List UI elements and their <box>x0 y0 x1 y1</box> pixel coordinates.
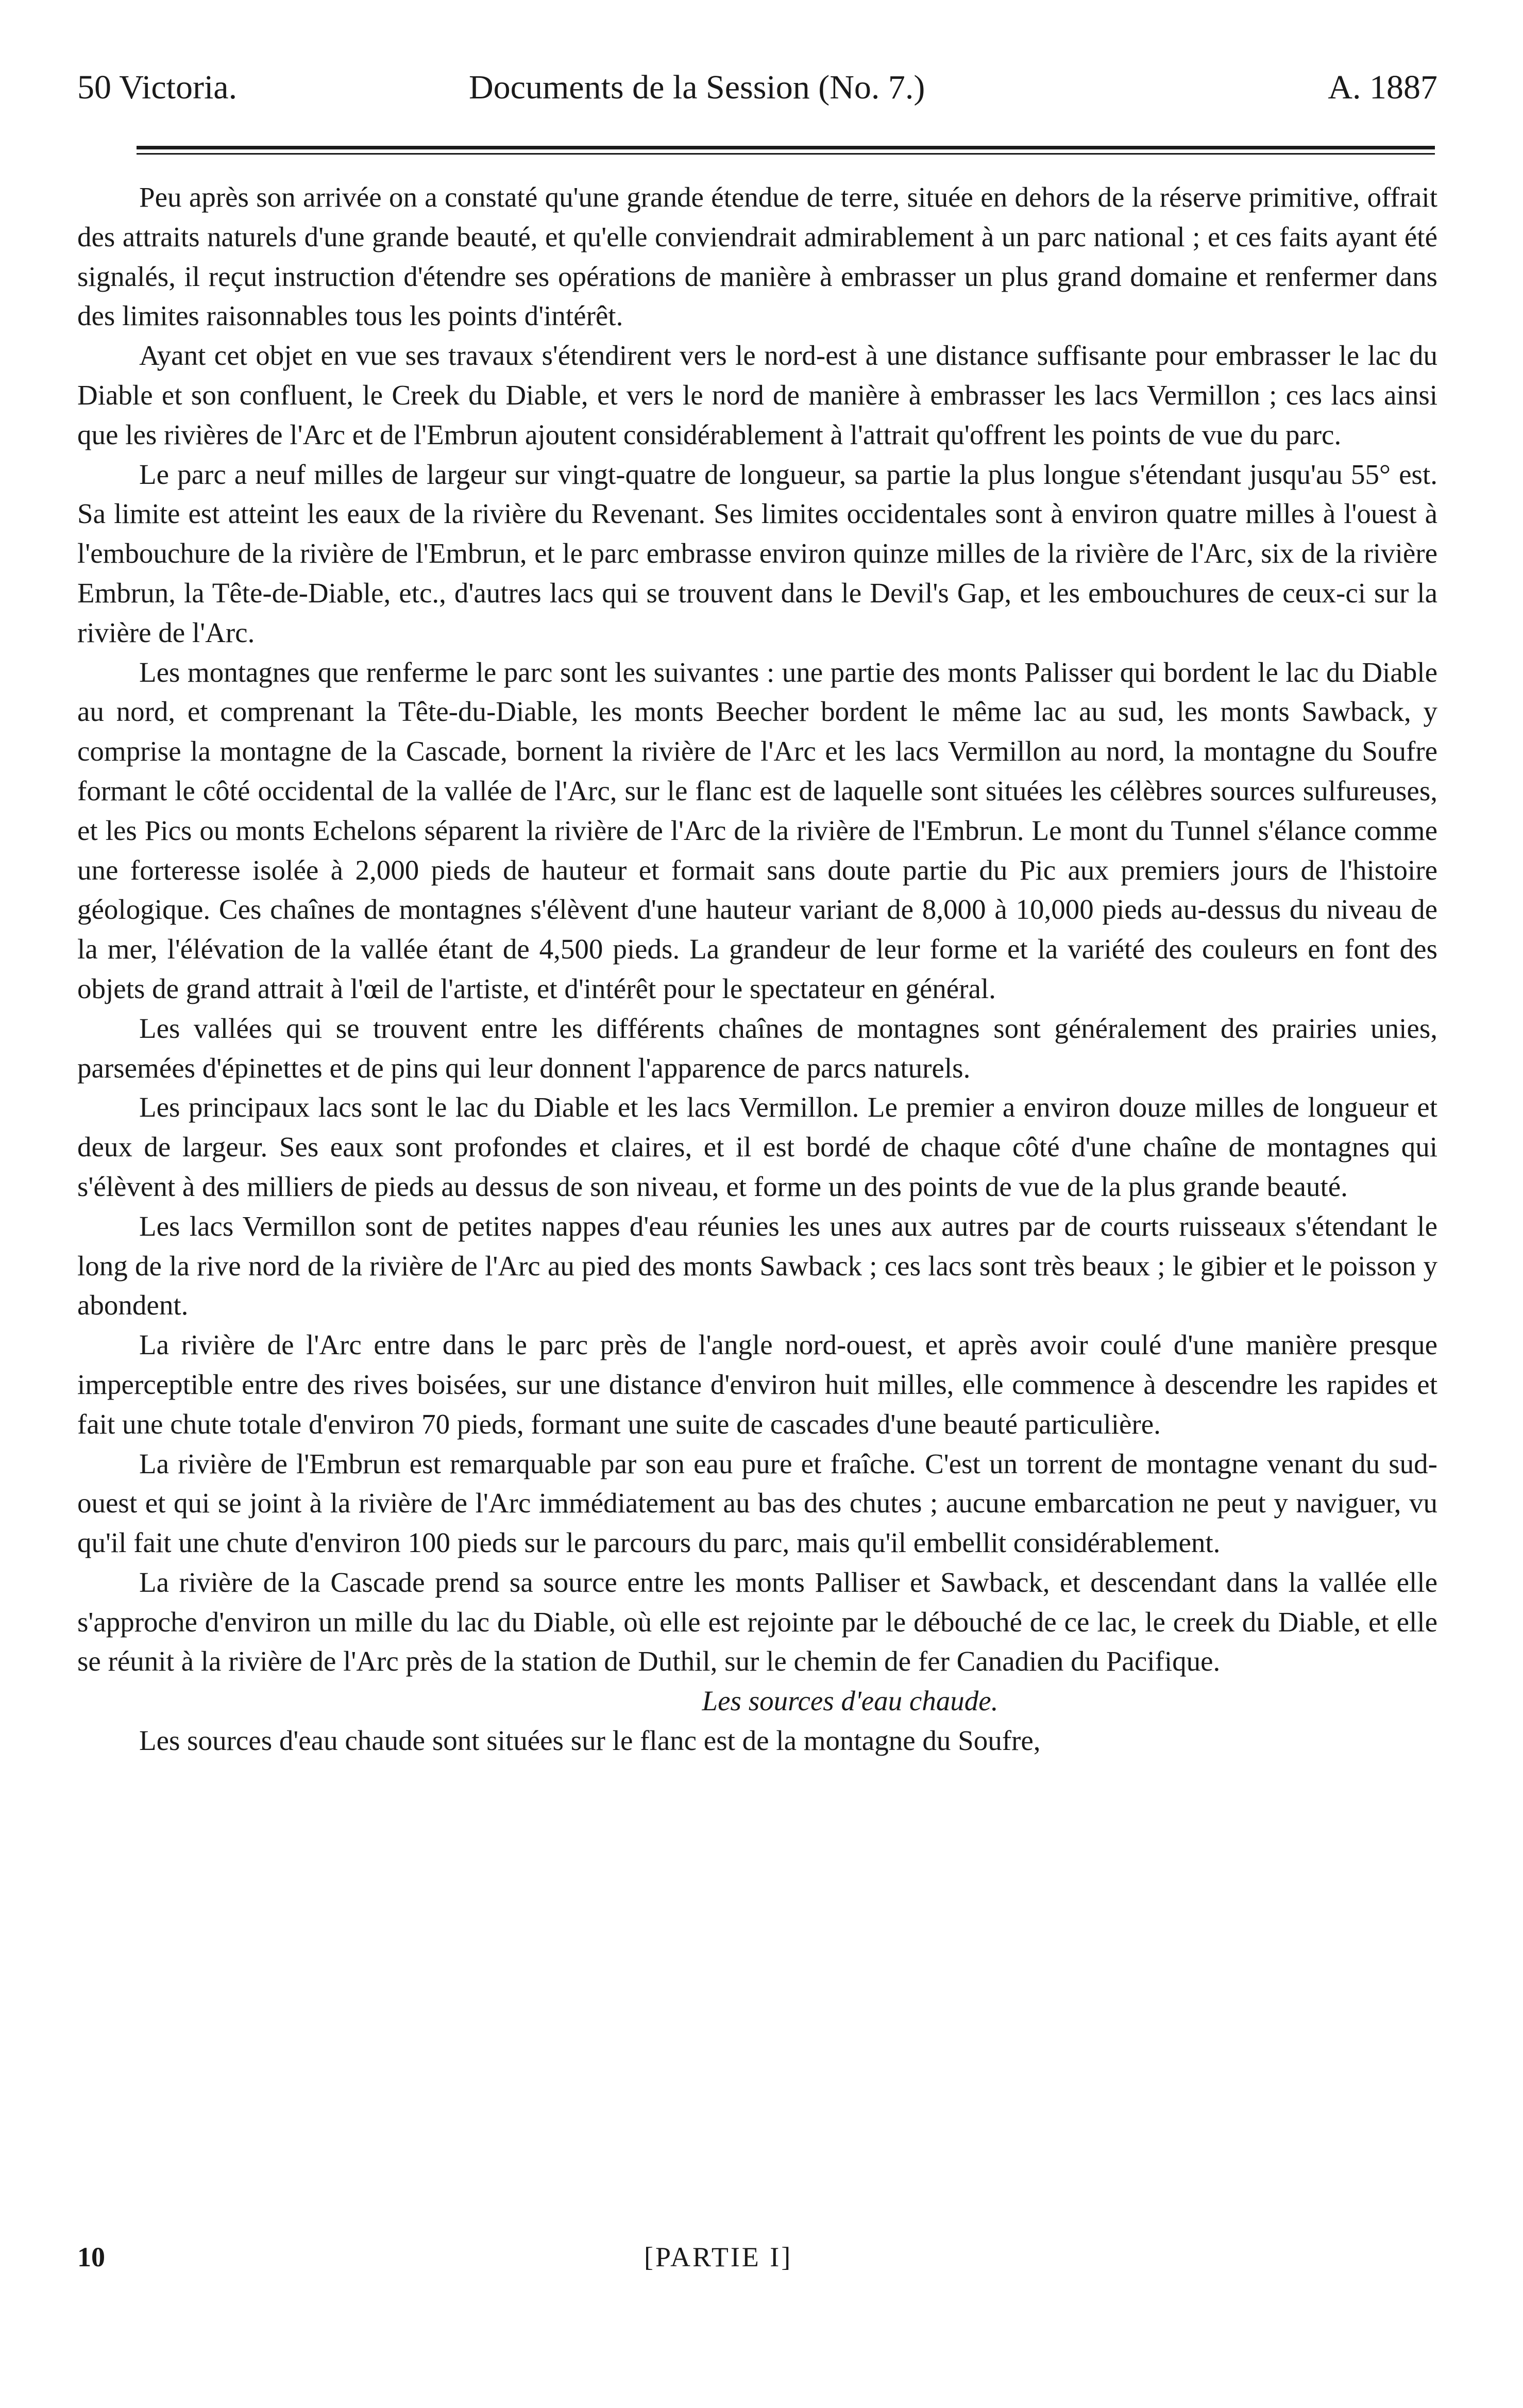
paragraph: La rivière de l'Arc entre dans le parc près de l'angle nord-ouest, et après avoir coulé d'une manière presque imperceptible entre des rives boisées, sur une distance d'environ huit milles, elle commence à descendre les rapides et fait une chute totale d'environ 70 pieds, formant une suite de cascades d'une beauté particulière. <box>77 1329 1437 1440</box>
body-text <box>77 178 1437 1761</box>
header-rule-thin <box>137 153 1435 155</box>
paragraph: Les vallées qui se trouvent entre les différents chaînes de montagnes sont généralement des prairies unies, parsemées d'épinettes et de pins qui leur donnent l'apparence de parcs naturels. <box>77 1012 1437 1084</box>
paragraph: Le parc a neuf milles de largeur sur vingt-quatre de longueur, sa partie la plus longue s'étendant jusqu'au 55° est. Sa limite est atteint les eaux de la rivière du Revenant. Ses limites occidentales sont à environ quatre milles à l'ouest à l'embouchure de la rivière de l'Embrun, et le parc embrasse environ quinze milles de la rivière de l'Arc, six de la rivière Embrun, la Tête-de-Diable, etc., d'autres lacs qui se trouvent dans le Devil's Gap, et les embouchures de ceux-ci sur la rivière de l'Arc. <box>77 458 1437 648</box>
part-label: [PARTIE I] <box>644 2242 793 2272</box>
header-session-year: 50 Victoria. <box>77 69 238 106</box>
signature-number: 10 <box>77 2242 105 2272</box>
paragraph-last: Les sources d'eau chaude sont situées sur le flanc est de la montagne du Soufre, <box>139 1725 1041 1757</box>
page-footer <box>77 2234 1437 2280</box>
page-header <box>77 62 1437 113</box>
header-rule-thick <box>137 146 1435 149</box>
paragraph: La rivière de la Cascade prend sa source entre les monts Palliser et Sawback, et descendant dans la vallée elle s'approche d'environ un mille du lac du Diable, où elle est rejointe par le débouché de ce lac, le creek du Diable, et elle se réunit à la rivière de l'Arc près de la station de Duthil, sur le chemin de fer Canadien du Pacifique. <box>77 1566 1437 1677</box>
paragraph: Les montagnes que renferme le parc sont les suivantes : une partie des monts Palisser qui bordent le lac du Diable au nord, et comprenant la Tête-du-Diable, les monts Beecher bordent le même lac au sud, les monts Sawback, y comprise la montagne de la Cascade, bornent la rivière de l'Arc et les lacs Vermillon au nord, la montagne du Soufre formant le côté occidental de la vallée de l'Arc, sur le flanc est de laquelle sont situées les célèbres sources sulfureuses, et les Pics ou monts Echelons séparent la rivière de l'Arc de la rivière de l'Embrun. Le mont du Tunnel s'élance comme une forteresse isolée à 2,000 pieds de hauteur et formait sans doute partie du Pic aux premiers jours de l'histoire géologique. Ces chaînes de montagnes s'élèvent d'une hauteur variant de 8,000 à 10,000 pieds au-dessus du niveau de la mer, l'élévation de la vallée étant de 4,500 pieds. La grandeur de leur forme et la variété des couleurs en font des objets de grand attrait à l'œil de l'artiste, et d'intérêt pour le spectateur en général. <box>77 656 1437 1004</box>
paragraph: Peu après son arrivée on a constaté qu'une grande étendue de terre, située en dehors de la réserve primitive, offrait des attraits naturels d'une grande beauté, et qu'elle conviendrait admirablement à un parc national ; et ces faits ayant été signalés, il reçut instruction d'étendre ses opérations de manière à embrasser un plus grand domaine et renfermer dans des limites raisonnables tous les points d'intérêt. <box>77 181 1437 332</box>
paragraph: Les principaux lacs sont le lac du Diable et les lacs Vermillon. Le premier a environ douze milles de longueur et deux de largeur. Ses eaux sont profondes et claires, et il est bordé de chaque côté d'une chaîne de montagnes qui s'élèvent à des milliers de pieds au dessus de son niveau, et forme un des points de vue de la plus grande beauté. <box>77 1091 1437 1202</box>
paragraph: La rivière de l'Embrun est remarquable par son eau pure et fraîche. C'est un torrent de montagne venant du sud-ouest et qui se joint à la rivière de l'Arc immédiatement au bas des chutes ; aucune embarcation ne peut y naviguer, vu qu'il fait une chute d'environ 100 pieds sur le parcours du parc, mais qu'il embellit considérablement. <box>77 1447 1437 1559</box>
paragraph: Les lacs Vermillon sont de petites nappes d'eau réunies les unes aux autres par de courts ruisseaux s'étendant le long de la rive nord de la rivière de l'Arc au pied des monts Sawback ; ces lacs sont très beaux ; le gibier et le poisson y abondent. <box>77 1210 1437 1321</box>
header-year: A. 1887 <box>1328 69 1437 106</box>
header-document-title: Documents de la Session (No. 7.) <box>469 69 925 106</box>
section-subheading: Les sources d'eau chaude. <box>702 1685 999 1717</box>
paragraph: Ayant cet objet en vue ses travaux s'étendirent vers le nord-est à une distance suffisante pour embrasser le lac du Diable et son confluent, le Creek du Diable, et vers le nord de manière à embrasser les lacs Vermillon ; ces lacs ainsi que les rivières de l'Arc et de l'Embrun ajoutent considérablement à l'attrait qu'offrent les points de vue du parc. <box>77 340 1437 450</box>
